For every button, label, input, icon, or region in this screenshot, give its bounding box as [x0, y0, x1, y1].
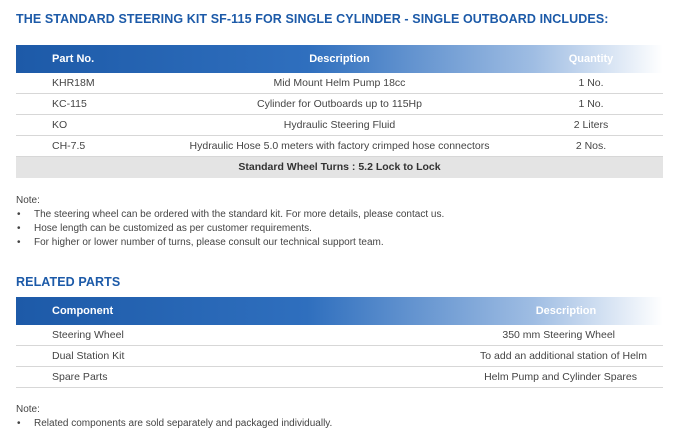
table-row: [16, 115, 663, 136]
note-item: • Related components are sold separately and packaged individually.: [16, 417, 332, 431]
header-description: Description: [309, 53, 370, 65]
component-cell: Spare Parts: [52, 371, 108, 383]
header-component: Component: [52, 305, 114, 317]
header-part-no: Part No.: [52, 53, 95, 65]
kit-title: THE STANDARD STEERING KIT SF-115 FOR SINGLE CYLINDER - SINGLE OUTBOARD INCLUDES:: [16, 12, 609, 26]
description-cell: Helm Pump and Cylinder Spares: [484, 371, 637, 383]
notes-label: Note:: [16, 195, 40, 206]
part-no-cell: KC-115: [52, 98, 87, 110]
table-row: [16, 346, 663, 367]
description-cell: Hydraulic Hose 5.0 meters with factory crimped hose connectors: [189, 140, 490, 152]
description-cell: Mid Mount Helm Pump 18cc: [273, 77, 406, 89]
related-parts-title: RELATED PARTS: [16, 275, 121, 289]
note-item: • The steering wheel can be ordered with the standard kit. For more details, please contact us.: [16, 208, 444, 222]
quantity-cell: 2 Liters: [573, 119, 609, 131]
description-cell: Cylinder for Outboards up to 115Hp: [257, 98, 422, 110]
part-no-cell: KO: [52, 119, 68, 131]
related-table-header: [16, 297, 663, 325]
quantity-cell: 1 No.: [578, 77, 604, 89]
wheel-turns-footer: Standard Wheel Turns : 5.2 Lock to Lock: [16, 157, 663, 178]
part-no-cell: CH-7.5: [52, 140, 86, 152]
table-row: [16, 367, 663, 388]
description-cell: 350 mm Steering Wheel: [502, 329, 615, 341]
related-parts-table: [16, 297, 663, 388]
related-notes: [16, 403, 332, 431]
description-cell: To add an additional station of Helm: [480, 350, 647, 362]
notes-label: Note:: [16, 404, 40, 415]
header-description: Description: [535, 305, 597, 317]
header-quantity: Quantity: [568, 53, 614, 65]
kit-table-header: [16, 45, 663, 73]
table-row: [16, 136, 663, 157]
note-item: • For higher or lower number of turns, please consult our technical support team.: [16, 236, 444, 250]
kit-table: [16, 45, 663, 178]
description-cell: Hydraulic Steering Fluid: [283, 119, 396, 131]
kit-notes: [16, 194, 444, 250]
component-cell: Dual Station Kit: [52, 350, 125, 362]
quantity-cell: 2 Nos.: [575, 140, 607, 152]
component-cell: Steering Wheel: [52, 329, 124, 341]
quantity-cell: 1 No.: [578, 98, 604, 110]
part-no-cell: KHR18M: [52, 77, 95, 89]
table-row: [16, 73, 663, 94]
note-item: • Hose length can be customized as per customer requirements.: [16, 222, 444, 236]
table-row: [16, 325, 663, 346]
table-row: [16, 94, 663, 115]
